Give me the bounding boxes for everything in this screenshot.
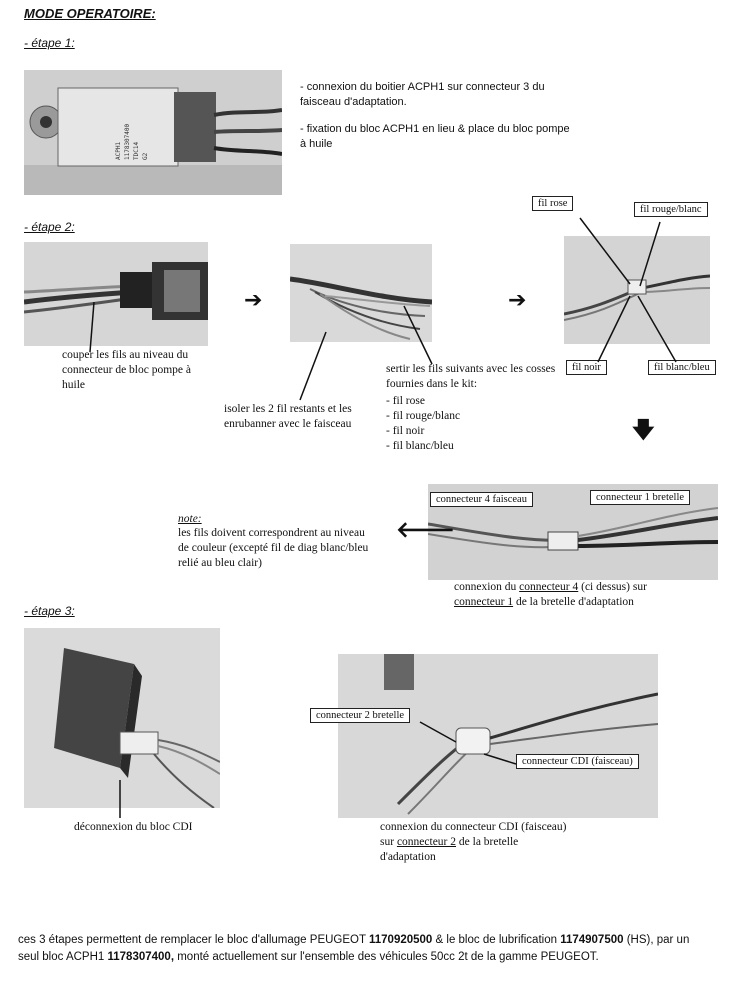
label-fil-rouge-blanc: fil rouge/blanc [634, 202, 708, 217]
step1-text-connexion: - connexion du boitier ACPH1 sur connecteur 3 du faisceau d'adaptation. [300, 81, 545, 108]
arrow-right-icon: ➔ [508, 288, 527, 313]
crimp-wire-item: - fil rouge/blanc [386, 410, 461, 422]
label-fil-noir: fil noir [566, 360, 607, 375]
footer-summary: ces 3 étapes permettent de remplacer le bloc d'allumage PEUGEOT 1170920500 & le bloc de lubrification 1174907500 (HS), par un seul bloc ACPH1 1178307400, monté actuellement sur l'ensemble des véhicules 50cc 2t de la gamme PEUGEOT. [18, 934, 690, 963]
label-connecteur-4: connecteur 4 faisceau [430, 492, 533, 507]
step1-text-fixation: - fixation du bloc ACPH1 en lieu & place du bloc pompe à huile [300, 123, 570, 150]
caption-deconnexion-cdi: déconnexion du bloc CDI [74, 821, 193, 833]
caption-crimp-intro: sertir les fils suivants avec les cosses fournies dans le kit: [386, 363, 556, 390]
step3-label: - étape 3: [24, 604, 75, 618]
note-text: les fils doivent correspondrent au niveau de couleur (excepté fil de diag blanc/bleu relié au bleu clair) [178, 527, 369, 569]
photo-text-2: 1178307400 [124, 123, 131, 160]
note-title: note: [178, 513, 202, 525]
label-fil-blanc-bleu: fil blanc/bleu [648, 360, 716, 375]
label-connecteur-2: connecteur 2 bretelle [310, 708, 410, 723]
crimp-wire-item: - fil noir [386, 425, 425, 437]
label-fil-rose: fil rose [532, 196, 573, 211]
caption-isolate-wires: isoler les 2 fil restants et les enrubanner avec le faisceau [224, 403, 352, 430]
arrow-left-icon: 🡐 [396, 518, 455, 543]
caption-cut-wires: couper les fils au niveau du connecteur de bloc pompe à huile [62, 349, 191, 391]
page-title: MODE OPERATOIRE: [24, 6, 156, 21]
label-connecteur-cdi: connecteur CDI (faisceau) [516, 754, 639, 769]
arrow-right-icon: ➔ [244, 288, 263, 313]
step2-label: - étape 2: [24, 220, 75, 234]
step1-label: - étape 1: [24, 36, 75, 50]
arrow-down-icon: 🡇 [632, 418, 655, 443]
crimp-wire-item: - fil rose [386, 395, 425, 407]
photo-text-4: G2 [142, 152, 149, 160]
caption-connexion-cdi: connexion du connecteur CDI (faisceau) sur connecteur 2 de la bretelle d'adaptation [380, 821, 567, 863]
caption-connexion-4-1: connexion du connecteur 4 (ci dessus) sur connecteur 1 de la bretelle d'adaptation [454, 581, 647, 608]
photo-text-1: ACPH1 [115, 141, 122, 160]
label-connecteur-1: connecteur 1 bretelle [590, 490, 690, 505]
photo-text-3: TDC14 [133, 141, 140, 160]
crimp-wire-item: - fil blanc/bleu [386, 440, 454, 452]
